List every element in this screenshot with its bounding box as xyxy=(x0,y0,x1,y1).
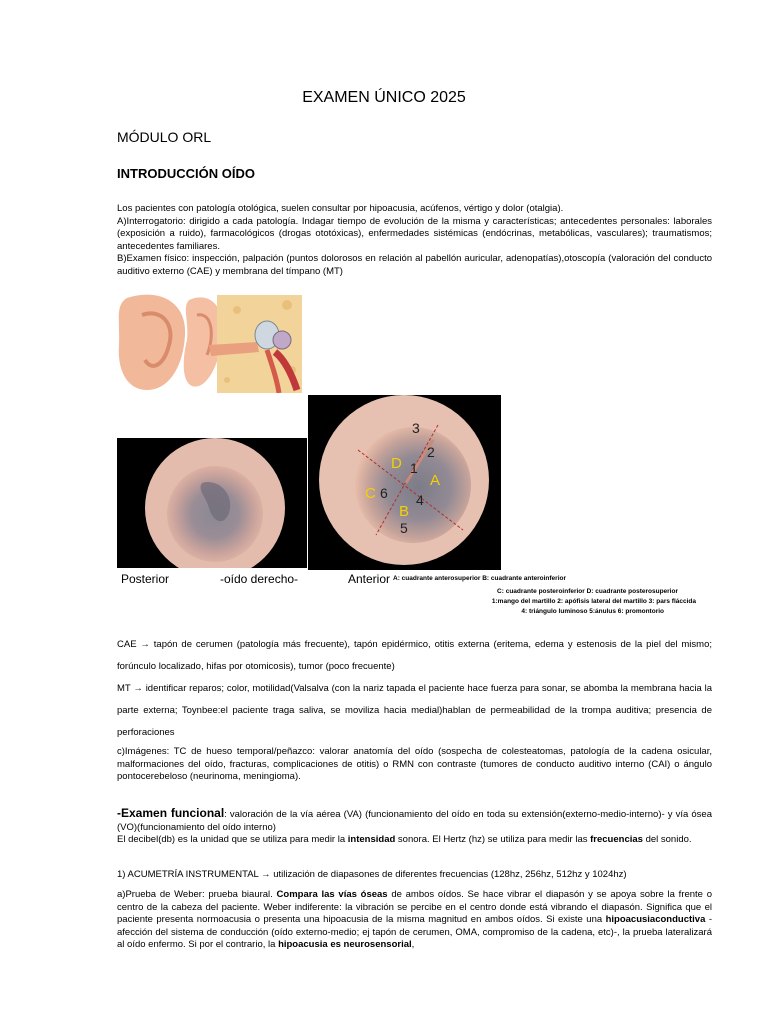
weber-text xyxy=(117,889,712,952)
label-B: B xyxy=(399,503,410,520)
decibel-text-e: del sonido. xyxy=(642,834,692,845)
weber-f-bold: hipoacusia es neurosensorial xyxy=(278,939,412,950)
acumetria-line: 1) ACUMETRÍA INSTRUMENTAL → utilización de diapasones de diferentes frecuencias (128hz, 256hz, 512hz y 1024hz) xyxy=(117,869,627,880)
intensidad-bold: intensidad xyxy=(347,834,396,845)
label-1: 1 xyxy=(410,460,418,476)
caption-posterior: Posterior xyxy=(121,572,170,586)
label-3: 3 xyxy=(412,420,420,436)
module-heading: MÓDULO ORL xyxy=(117,129,212,145)
weber-d-bold: hipoacusiaconductiva xyxy=(605,914,706,925)
label-2: 2 xyxy=(427,444,435,460)
label-D: D xyxy=(391,455,402,472)
legend-line-4: 4: triángulo luminoso 5:ánulus 6: promontorio xyxy=(521,608,664,615)
examen-funcional-desc: : valoración de la vía aérea (VA) (funcionamiento del oído en toda su extensión(externo-medio-interno)- y vía ósea (VO)(funcionamiento del oído interno) xyxy=(117,809,712,833)
intro-line-1: Los pacientes con patología otológica, suelen consultar por hipoacusia, acúfenos, vértigo y dolor (otalgia). xyxy=(117,203,564,214)
intro-interrogatorio: A)Interrogatorio: dirigido a cada patología. Indagar tiempo de evolución de la misma y características; antecedentes personales: laborales (exposición a ruido), farmacológicos (drogas ototóxicas), enfermedades sistémicas (endócrinas, metabólicas, vasculares); traumatismos; antecedentes familiares. xyxy=(117,215,712,252)
weber-e: -afección del sistema de conducción (oído externo-medio; ej tapón de cerumen, OMA, compromiso de la cadena, etc)-, la prueba lateralizará al oído enfermo. Si por el contrario, la xyxy=(117,914,712,950)
imagenes-paragraph: c)Imágenes: TC de hueso temporal/peñazco: valorar anatomía del oído (sospecha de colesteatomas, patología de la cadena osicular, malformaciones del oído, fracturas, complicaciones de otitis) o RMN con contraste (tumores de conducto auditivo interno (CAI) o ángulo pontocerebeloso (neurinoma, meningioma). xyxy=(117,746,712,782)
label-5: 5 xyxy=(400,520,408,536)
label-A: A xyxy=(430,472,441,489)
section-heading: INTRODUCCIÓN OÍDO xyxy=(117,166,255,181)
caption-anterior: Anterior xyxy=(348,572,391,586)
legend-line-2: C: cuadrante posteroinferior D: cuadrante posterosuperior xyxy=(497,588,678,595)
ear-anatomy-illustration xyxy=(117,290,302,393)
intro-examen-fisico: B)Examen físico: inspección, palpación (puntos dolorosos en relación al pabellón auricular, adenopatías),otoscopía (valoración del conducto auditivo externo (CAE) y membrana del tímpano (MT) xyxy=(117,253,712,277)
label-6: 6 xyxy=(380,485,388,501)
otoscopy-image-annotated xyxy=(308,395,501,570)
document-title: EXAMEN ÚNICO 2025 xyxy=(302,89,466,106)
legend-line-3: 1:mango del martillo 2: apófisis lateral del martillo 3: pars fláccida xyxy=(491,598,696,605)
decibel-text-c: sonora. El Hertz (hz) se utiliza para medir las xyxy=(395,834,591,845)
decibel-text-a: El decibel(db) es la unidad que se utiliza para medir la xyxy=(117,834,348,845)
weber-a: a)Prueba de Weber: prueba biaural. xyxy=(117,889,277,900)
legend-line-1: A: cuadrante anterosuperior B: cuadrante anteroinferior xyxy=(393,575,567,582)
intro-paragraph xyxy=(117,203,712,278)
examen-funcional-title: -Examen funcional xyxy=(117,806,225,820)
otoscopy-image-plain xyxy=(117,438,307,568)
frecuencias-bold: frecuencias xyxy=(590,834,643,845)
label-C: C xyxy=(365,485,376,502)
examen-funcional-paragraph xyxy=(117,807,712,847)
decibel-line xyxy=(117,834,712,847)
weber-g: , xyxy=(411,939,415,950)
weber-paragraph xyxy=(117,889,712,952)
weber-b-bold: Compara las vías óseas xyxy=(276,889,388,900)
examen-funcional-intro xyxy=(117,807,712,834)
weber-c: de ambos oídos. Se hace vibrar el diapasón y se apoya sobre la frente o centro de la cabeza del paciente. Weber indiferente: la vibración se percibe en el centro donde está vibrando el diapasón. Significa que el paciente presenta normoacusia o presenta una hipoacusia de la misma magnitud en ambos oídos. Si existe una xyxy=(117,889,712,925)
cae-paragraph: CAE → tapón de cerumen (patología más frecuente), tapón epidérmico, otitis externa (eritema, edema y estenosis de la piel del mismo; forúnculo localizado, hifas por otomicosis), tumor (poco frecuente) xyxy=(117,639,712,672)
caption-oido-derecho: -oído derecho- xyxy=(220,572,299,586)
label-4: 4 xyxy=(416,492,424,508)
mt-paragraph: MT → identificar reparos; color, motilidad(Valsalva (con la nariz tapada el paciente hace fuerza para sonar, se abomba la membrana hacia la parte externa; Toynbee:el paciente traga saliva, se moviliza hacia medial)hablan de permeabilidad de la trompa auditiva; presencia de perforaciones xyxy=(117,683,712,738)
